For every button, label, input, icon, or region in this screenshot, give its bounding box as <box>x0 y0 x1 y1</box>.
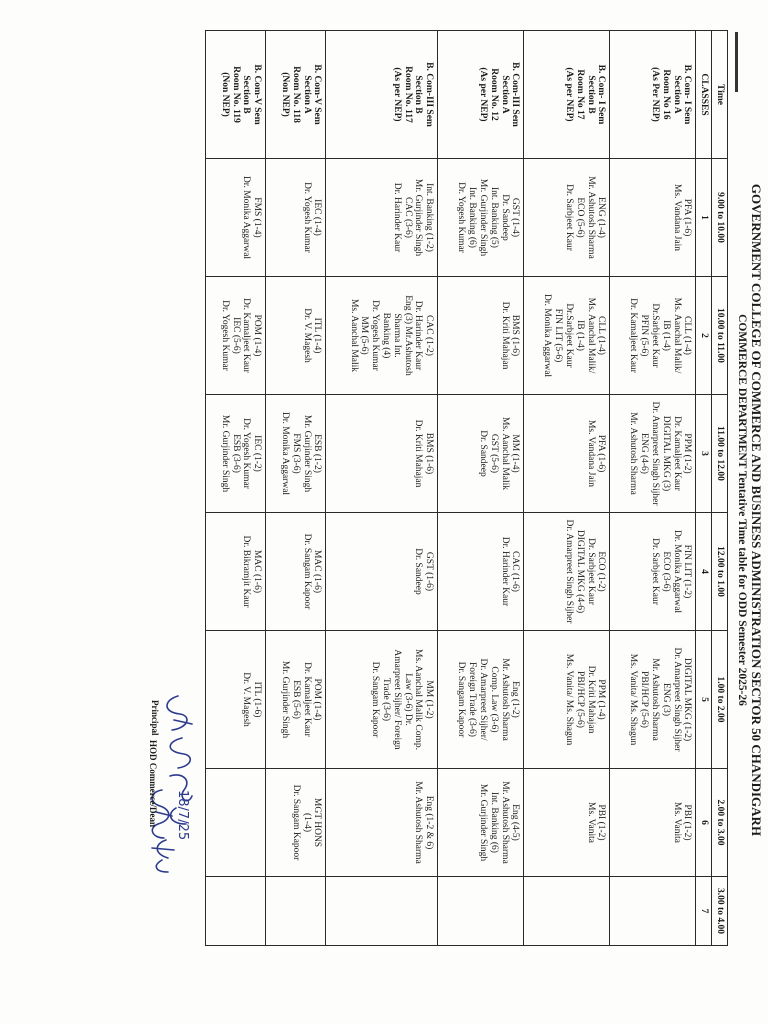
period-cell <box>326 877 438 946</box>
course-line: MAC (1-6) <box>312 549 323 593</box>
course-line: CAC (1-2) <box>424 315 435 356</box>
class-info-line: B. Com- I Sem <box>682 64 693 125</box>
class-info-line: Section B <box>585 75 596 114</box>
period-cell <box>266 631 326 769</box>
course-line: Dr. Yogesh Kumar <box>456 182 467 253</box>
period-cell <box>610 395 696 513</box>
course-line: Dr. Kriti Mahajan <box>585 665 596 734</box>
course-line: Dr. Sarbjeet Kaur <box>650 538 661 605</box>
period-cell <box>266 877 326 946</box>
class-row <box>206 31 266 946</box>
course-line: MGT HONS <box>312 797 323 848</box>
slot-time-4: 12.00 to 1.00 <box>712 513 728 631</box>
course-line: Dr.Sarbjeet Kaur <box>563 303 574 368</box>
course-line: Dr. Sandeep <box>499 194 510 241</box>
course-line: MAC (1-6) <box>252 549 263 593</box>
course-line: POM (1-4) <box>252 314 263 357</box>
timetable-body <box>206 31 696 946</box>
course-line: Dr. Sangam Kapoor <box>456 661 467 738</box>
period-cell <box>206 877 266 946</box>
slot-time-1: 9.00 to 10.00 <box>712 159 728 277</box>
period-cell <box>326 159 438 277</box>
class-row <box>266 31 326 946</box>
period-cell <box>610 877 696 946</box>
course-line: ESB (3-6) <box>230 434 241 473</box>
course-line: GST (1-6) <box>424 551 435 592</box>
course-line: PBI (1-2) <box>682 804 693 841</box>
course-line: Mr. Gurjinder Singh <box>413 178 424 257</box>
course-line: Dr. Harinder Kaur <box>499 536 510 607</box>
course-line: Dr. Kamaljeet Kaur <box>671 416 682 491</box>
class-cell <box>206 31 266 159</box>
period-cell <box>206 513 266 631</box>
course-line: BMS (1-6) <box>424 432 435 475</box>
course-line: Mr. Ashutosh Sharma <box>585 176 596 259</box>
course-line: ENG (4-6) <box>639 433 650 474</box>
college-title: GOVERNMENT COLLEGE OF COMMERCE AND BUSINESS ADMINISTRATION SECTOR 50 CHANDIGARH <box>749 183 764 837</box>
time-header: Time <box>712 31 728 159</box>
course-line: Mr. Gurjinder Singh <box>477 178 488 257</box>
course-line: PPM (1-2) <box>682 433 693 474</box>
course-line: Comp. Law (3-6) <box>488 666 499 733</box>
course-line: PPM (1-4) <box>596 679 607 720</box>
slot-time-6: 2.00 to 3.00 <box>712 769 728 877</box>
course-line: Dr. Bikramjit Kaur <box>241 535 252 608</box>
class-info-line: Section A <box>499 75 510 114</box>
course-line: PBI/HCP (5-6) <box>574 671 585 728</box>
class-info-line: (As per NEP) <box>477 67 488 122</box>
class-info-line: Section A <box>301 75 312 114</box>
period-cell <box>206 159 266 277</box>
period-cell <box>610 277 696 395</box>
course-line: Dr. Monika Aggarwal <box>671 529 682 614</box>
course-line: Mr. Ashutosh Sharma <box>499 658 510 741</box>
class-row <box>524 31 610 946</box>
course-line: PBI (1-2) <box>596 804 607 841</box>
period-cell <box>438 769 524 877</box>
course-line: Dr. Monika Aggarwal <box>241 175 252 260</box>
class-info-line: B. Com-III Sem <box>424 62 435 127</box>
course-line: Dr. Amarpreet Singh Sijher <box>650 401 661 506</box>
course-line: DIGITAL MKG (4-6) <box>574 529 585 614</box>
course-line: Eng (4-5) <box>510 804 521 841</box>
period-cell <box>524 395 610 513</box>
course-line: ESB (1-2) <box>312 434 323 473</box>
principal-label: Principal <box>150 700 160 736</box>
slot-time-7: 3.00 to 4.00 <box>712 877 728 946</box>
course-line: Ms. Vanita <box>585 802 596 843</box>
class-info-line: Room No. 117 <box>402 66 413 123</box>
slot-time-3: 11.00 to 12.00 <box>712 395 728 513</box>
class-info-line: Room No. 118 <box>290 66 301 123</box>
course-line: ECO (3-6) <box>660 551 671 592</box>
course-line: Banking (4) <box>381 312 392 359</box>
course-line: ENG (1-4) <box>596 197 607 238</box>
course-line: POM (1-4) <box>312 678 323 721</box>
course-line: IEC (5-6) <box>230 317 241 354</box>
class-row <box>438 31 524 946</box>
course-line: PFA (1-6) <box>596 434 607 473</box>
period-cell <box>524 769 610 877</box>
course-line: GST (5-6) <box>488 433 499 474</box>
course-line: IB (1-4) <box>574 320 585 351</box>
timetable-subtitle: COMMERCE DEPARTMENT Tentative Time table for ODD Semester 2025-26 <box>736 314 748 706</box>
classes-header: CLASSES <box>696 31 712 159</box>
course-line: Mr. Gurjinder Singh <box>477 783 488 862</box>
period-cell <box>524 277 610 395</box>
course-line: Ms. Vandana Jain <box>585 419 596 488</box>
course-line: Dr. Harinder Kaur <box>391 182 402 253</box>
course-line: FIN LIT (5-6) <box>553 308 564 363</box>
course-line: Int. Banking (6) <box>467 187 478 248</box>
period-cell <box>326 395 438 513</box>
period-cell <box>438 277 524 395</box>
course-line: Dr. Monika Aggarwal <box>542 293 553 378</box>
period-cell <box>266 769 326 877</box>
course-line: IEC (1-2) <box>252 435 263 472</box>
class-cell <box>266 31 326 159</box>
period-cell <box>266 395 326 513</box>
course-line: Dr. Sarbjeet Kaur <box>585 538 596 605</box>
period-cell <box>438 631 524 769</box>
course-line: Dr. Yogesh Kumar <box>219 300 230 371</box>
principal-date: 18/7/25 <box>175 790 190 841</box>
course-line: Dr. Yogesh Kumar <box>241 418 252 489</box>
course-line: Dr. V. Magesh <box>241 672 252 727</box>
class-cell <box>610 31 696 159</box>
course-line: Eng (3) Mr.Ashutosh <box>402 295 413 376</box>
course-line: MM (1-4) <box>510 434 521 473</box>
period-cell <box>610 631 696 769</box>
course-line: Dr. Kamaljeet Kaur <box>628 298 639 373</box>
class-info-line: B. Com-V Sem <box>312 64 323 125</box>
hod-label: HOD Commerce/Dean <box>148 740 158 828</box>
course-line: FMS (3-6) <box>290 433 301 474</box>
class-info-line: B. Com-V Sem <box>252 64 263 125</box>
course-line: FMS (1-4) <box>252 197 263 238</box>
period-cell <box>610 159 696 277</box>
course-line: Dr. Kriti Mahajan <box>413 419 424 488</box>
period-cell <box>610 769 696 877</box>
class-info-line: Room No 16 <box>660 69 671 120</box>
course-line: Mr. Gurjinder Singh <box>279 660 290 739</box>
timetable-table <box>205 30 728 946</box>
period-row <box>696 31 712 946</box>
course-line: Dr. Kriti Mahajan <box>499 301 510 370</box>
period-cell <box>438 513 524 631</box>
class-info-line: Room No. 119 <box>230 66 241 123</box>
class-info-line: Room No 17 <box>574 69 585 120</box>
course-line: Dr. Amarpreet Singh Sijher <box>671 647 682 752</box>
period-cell <box>326 769 438 877</box>
course-line: Int. Banking (1-2) <box>424 183 435 252</box>
course-line: Sharma Int. <box>391 313 402 358</box>
course-line: Mr. Ashutosh Sharma <box>499 781 510 864</box>
course-line: PBI/HCP (5-6) <box>639 671 650 728</box>
course-line: Mr. Ashutosh Sharma <box>650 658 661 741</box>
period-cell <box>524 513 610 631</box>
timetable-sheet <box>199 20 764 1000</box>
course-line: Dr. Sangam Kapoor <box>370 661 381 738</box>
course-line: Eng (1-2) <box>510 681 521 718</box>
period-cell <box>438 395 524 513</box>
course-line: Dr. Harinder Kaur <box>413 300 424 371</box>
course-line: Dr. Sandeep <box>477 430 488 477</box>
course-line: Dr. Amarpreet Singh Sijher <box>563 519 574 624</box>
class-cell <box>438 31 524 159</box>
period-number-3: 3 <box>696 395 712 513</box>
course-line: Eng (1-2 & 6) <box>424 795 435 850</box>
period-number-1: 1 <box>696 159 712 277</box>
course-line: ESB (5-6) <box>290 680 301 719</box>
course-line: Ms. Aanchal Malik <box>348 298 359 373</box>
period-cell <box>524 631 610 769</box>
course-line: Dr. Sarbjeet Kaur <box>563 184 574 251</box>
course-line: CAC (1-6) <box>510 551 521 592</box>
period-cell <box>206 395 266 513</box>
course-line: (1-4) <box>301 813 312 832</box>
course-line: Dr.Sarbjeet Kaur <box>650 303 661 368</box>
time-row <box>712 31 728 946</box>
class-info-line: Room No. 12 <box>488 68 499 121</box>
course-line: Ms. Vanita/ Ms. Shagun <box>628 653 639 746</box>
class-row <box>326 31 438 946</box>
period-cell <box>326 277 438 395</box>
course-line: Ms. Aanchal Malik/ <box>585 297 596 374</box>
class-info-line: B. Com- I Sem <box>596 64 607 125</box>
course-line: ITL (1-4) <box>312 317 323 354</box>
course-line: MM (5-6) <box>359 316 370 355</box>
course-line: Mr. Gurjinder Singh <box>301 414 312 493</box>
slot-time-2: 10.00 to 11.00 <box>712 277 728 395</box>
course-line: Ms. Aanchal Malik/ <box>671 297 682 374</box>
period-cell <box>610 513 696 631</box>
class-info-line: Section B <box>413 75 424 114</box>
course-line: Dr. V. Magesh <box>301 308 312 363</box>
class-cell <box>326 31 438 159</box>
course-line: Dr. Sangam Kapoor <box>290 784 301 861</box>
course-line: ITL (1-6) <box>252 681 263 718</box>
class-cell <box>524 31 610 159</box>
course-line: Trade (3-6) <box>381 677 392 722</box>
course-line: Ms. Aanchal Malik <box>499 416 510 491</box>
class-info-line: Section B <box>241 75 252 114</box>
course-line: Mr. Gurjinder Singh <box>219 414 230 493</box>
course-line: Ms. Vandana Jain <box>671 183 682 252</box>
course-line: CLL (1-4) <box>682 316 693 355</box>
course-line: Ms. Vanita <box>671 802 682 843</box>
period-number-2: 2 <box>696 277 712 395</box>
period-number-5: 5 <box>696 631 712 769</box>
course-line: CAC (3-6) <box>402 197 413 238</box>
period-cell <box>326 631 438 769</box>
course-line: Mr. Ashutosh Sharma <box>628 412 639 495</box>
course-line: PFA (1-6) <box>682 198 693 237</box>
period-cell <box>206 769 266 877</box>
class-info-line: B. Com-III Sem <box>510 62 521 127</box>
period-cell <box>326 513 438 631</box>
period-cell <box>438 877 524 946</box>
course-line: Law (3-6) Dr. <box>402 673 413 726</box>
slot-time-5: 1.00 to 2.00 <box>712 631 728 769</box>
course-line: Dr. Monika Aggarwal <box>279 411 290 496</box>
course-line: MM (1-2) <box>424 680 435 719</box>
period-number-7: 7 <box>696 877 712 946</box>
course-line: Dr. Kamaljeet Kaur <box>241 298 252 373</box>
course-line: Dr. Amarpreet Sijher/ <box>477 658 488 741</box>
period-cell <box>266 159 326 277</box>
period-cell <box>266 277 326 395</box>
course-line: IB (1-4) <box>660 320 671 351</box>
class-info-line: (As per NEP) <box>391 67 402 122</box>
course-line: ECO (1-2) <box>596 551 607 592</box>
period-cell <box>266 513 326 631</box>
course-line: CLL (1-4) <box>596 316 607 355</box>
course-line: Dr. Sandeep <box>413 548 424 595</box>
class-info-line: (As per NEP) <box>563 67 574 122</box>
course-line: Dr. Sangam Kapoor <box>301 533 312 610</box>
class-info-line: (Non NEP) <box>279 72 290 117</box>
course-line: BMS (1-6) <box>510 314 521 357</box>
course-line: PFIN (5-6) <box>639 314 650 357</box>
course-line: Ms. Aanchal Malik Comp. <box>413 648 424 751</box>
period-number-6: 6 <box>696 769 712 877</box>
course-line: Int. Banking (5) <box>488 187 499 248</box>
document-header <box>730 20 764 1000</box>
course-line: Mr. Ashutosh Sharma <box>413 781 424 864</box>
course-line: Dr. Yogesh Kumar <box>370 300 381 371</box>
course-line: DIGITAL MKG (1-2) <box>682 657 693 742</box>
period-cell <box>206 631 266 769</box>
period-cell <box>524 159 610 277</box>
period-cell <box>206 277 266 395</box>
period-cell <box>524 877 610 946</box>
course-line: Foreign Trade (3-6) <box>467 662 478 737</box>
course-line: Ms. Vanita/ Ms. Shagun <box>563 653 574 746</box>
course-line: Amarpreet Sijher/ Foreign <box>391 649 402 750</box>
course-line: GST (1-4) <box>510 197 521 238</box>
course-line: FIN LIT (1-2) <box>682 544 693 599</box>
course-line: DIGITAL MKG (3) <box>660 415 671 492</box>
period-cell <box>438 159 524 277</box>
course-line: IEC (1-4) <box>312 199 323 236</box>
course-line: ENG (3) <box>660 683 671 716</box>
period-number-4: 4 <box>696 513 712 631</box>
course-line: Int. Banking (6) <box>488 792 499 853</box>
class-info-line: Section A <box>671 75 682 114</box>
class-row <box>610 31 696 946</box>
class-info-line: (As Per NEP) <box>650 67 661 122</box>
class-info-line: (Non NEP) <box>219 72 230 117</box>
course-line: Dr. Yogesh Kumar <box>301 182 312 253</box>
course-line: Dr. Kamaljeet Kaur <box>301 662 312 737</box>
course-line: ECO (5-6) <box>574 197 585 238</box>
